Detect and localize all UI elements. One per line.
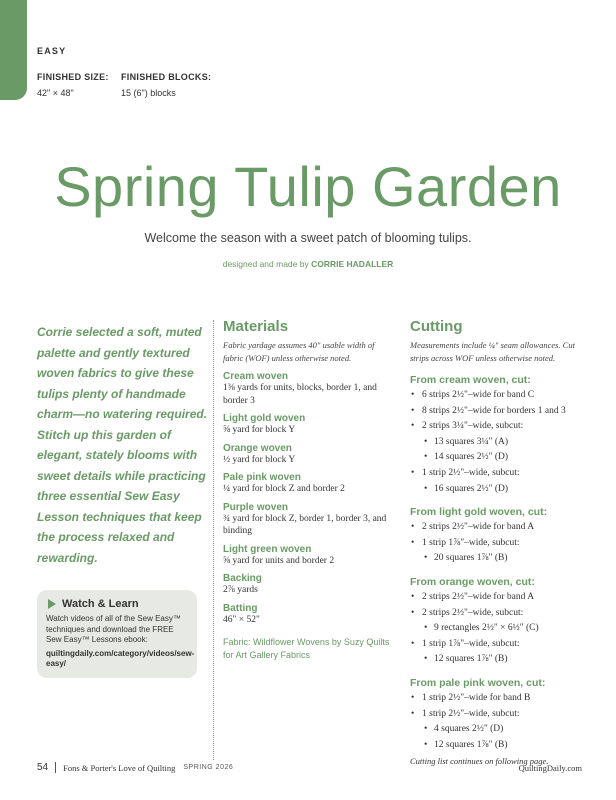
material-desc: 46" × 52" — [223, 614, 260, 625]
difficulty-level: EASY — [37, 46, 67, 56]
material-name: Light green woven — [223, 543, 312, 555]
callout-link[interactable]: quiltingdaily.com/category/videos/sew-easy/ — [46, 648, 195, 668]
finished-blocks-value: 15 (6") blocks — [121, 88, 176, 98]
material-name: Light gold woven — [223, 413, 306, 424]
material-name: Cream woven — [223, 371, 289, 382]
intro-paragraph: Corrie selected a soft, muted palette and gently textured woven fabrics to give these tulips plenty of handmade charm—no watering required. Stitch up this garden of elegant, stately blooms with sweet details while practicing three essential Sew Easy Lesson techniques that keep the process relaxed and rewarding. — [37, 325, 208, 565]
credit-prefix: designed and made by — [222, 259, 309, 269]
designer-credit — [0, 259, 616, 269]
cutting-item: • 1 strip 2½"–wide, subcut: — [410, 707, 585, 723]
callout-title: Watch & Learn — [62, 598, 139, 610]
cutting-item: • 1 strip 2½"–wide, subcut: — [410, 466, 585, 482]
material-desc: ½ yard for block Y — [223, 454, 296, 465]
cutting-list — [410, 691, 585, 753]
continued-note: Cutting list continues on following page. — [410, 756, 549, 767]
page-number: 54 — [37, 762, 49, 773]
cutting-item: • 2 strips 2½"–wide for band A — [410, 590, 585, 606]
materials-list — [223, 371, 395, 626]
page-footer — [37, 762, 582, 773]
cutting-item: • 20 squares 1⅞" (B) — [410, 551, 585, 567]
cutting-group-heading: From light gold woven, cut: — [410, 506, 548, 519]
finished-blocks-label: FINISHED BLOCKS: — [121, 72, 212, 82]
cutting-item: • 12 squares 1⅞" (B) — [410, 738, 585, 754]
cutting-group-heading: From cream woven, cut: — [410, 374, 531, 386]
material-desc: 1⅜ yards for units, blocks, border 1, and border 3 — [223, 383, 377, 406]
page-title: Spring Tulip Garden — [54, 155, 562, 218]
cutting-groups — [410, 374, 585, 753]
cutting-item: • 13 squares 3¼" (A) — [410, 435, 585, 451]
magazine-name: Fons & Porter's Love of Quilting — [63, 762, 176, 773]
play-icon — [48, 599, 56, 609]
cutting-group-heading: From pale pink woven, cut: — [410, 676, 546, 689]
cutting-item: • 12 squares 1⅞" (B) — [410, 652, 585, 668]
material-name: Purple woven — [223, 501, 289, 513]
cutting-list — [410, 590, 585, 668]
cutting-item: • 8 strips 2½"–wide for borders 1 and 3 — [410, 404, 585, 420]
cutting-item: • 4 squares 2½" (D) — [410, 722, 585, 738]
finished-size-label: FINISHED SIZE: — [37, 72, 109, 82]
cutting-item: • 16 squares 2½" (D) — [410, 482, 585, 498]
callout-header — [46, 598, 188, 610]
material-name: Batting — [223, 602, 258, 614]
cutting-item: • 2 strips 3¼"–wide, subcut: — [410, 419, 585, 435]
section-tab — [0, 0, 27, 100]
callout-text: Watch videos of all of the Sew Easy™ techniques and download the FREE Sew Easy™ Lessons ebook: — [46, 614, 181, 644]
material-name: Pale pink woven — [223, 472, 301, 483]
material-name: Backing — [223, 573, 262, 584]
cutting-item: • 9 rectangles 2½" × 6½" (C) — [410, 621, 585, 637]
finished-size-value: 42" × 48" — [37, 88, 74, 98]
material-desc: ⅝ yard for units and border 2 — [223, 555, 335, 566]
cutting-list — [410, 520, 585, 567]
materials-column — [223, 318, 395, 662]
cutting-item: • 1 strip 1⅞"–wide, subcut: — [410, 637, 585, 653]
material-name: Orange woven — [223, 442, 292, 454]
cutting-item: • 2 strips 2½"–wide, subcut: — [410, 606, 585, 622]
cutting-group-heading: From orange woven, cut: — [410, 575, 535, 588]
cutting-item: • 6 strips 2½"–wide for band C — [410, 388, 585, 404]
cutting-list — [410, 388, 585, 497]
website: QuiltingDaily.com — [518, 762, 582, 773]
materials-note: Fabric yardage assumes 40" usable width of fabric (WOF) unless otherwise noted. — [223, 340, 375, 363]
material-desc: ¼ yard for block Z and border 2 — [223, 484, 345, 494]
cutting-item: • 2 strips 2½"–wide for band A — [410, 520, 585, 536]
footer-separator — [55, 762, 56, 773]
cutting-note: Measurements include ¼" seam allowances. Cut strips across WOF unless otherwise noted. — [410, 340, 575, 363]
column-divider — [213, 320, 214, 760]
cutting-item: • 1 strip 2½"–wide for band B — [410, 691, 585, 707]
materials-heading: Materials — [223, 318, 289, 335]
material-desc: 2⅞ yards — [223, 585, 258, 595]
cutting-column — [410, 318, 585, 766]
page-subtitle: Welcome the season with a sweet patch of blooming tulips. — [144, 231, 472, 245]
issue-date: SPRING 2026 — [183, 764, 234, 771]
material-desc: ¾ yard for block Z, border 1, border 3, and binding — [223, 513, 387, 536]
cutting-item: • 14 squares 2½" (D) — [410, 450, 585, 466]
watch-learn-callout — [37, 590, 197, 678]
designer-name: CORRIE HADALLER — [311, 259, 394, 269]
material-desc: ⅝ yard for block Y — [223, 425, 296, 435]
fabric-note: Fabric: Wildflower Wovens by Suzy Quilts for Art Gallery Fabrics — [223, 637, 390, 660]
cutting-heading: Cutting — [410, 318, 463, 335]
cutting-item: • 1 strip 1⅞"–wide, subcut: — [410, 536, 585, 552]
